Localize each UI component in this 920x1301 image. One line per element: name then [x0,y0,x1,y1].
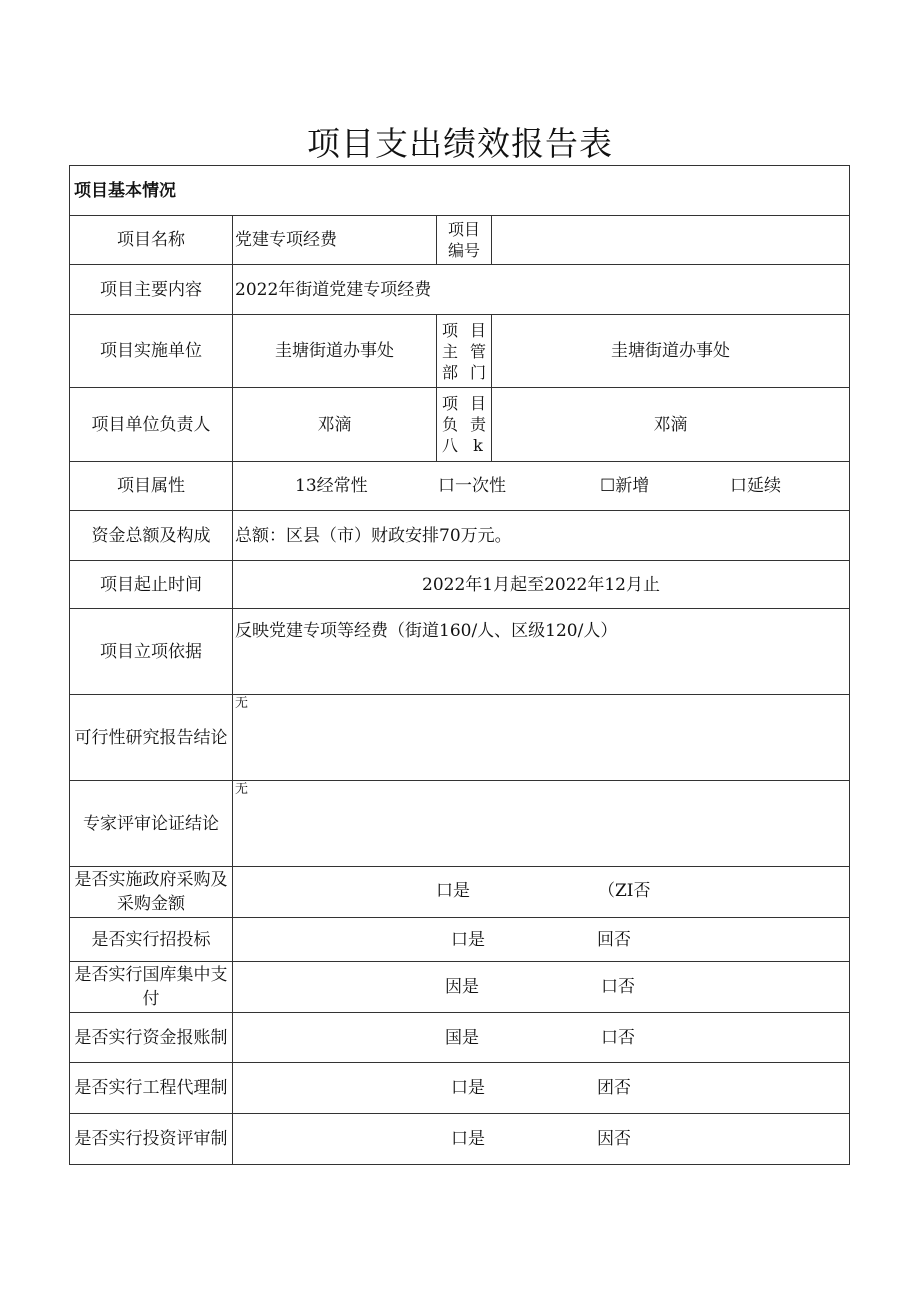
label-char: 负 [441,415,458,434]
option-yes[interactable]: 口是 [451,1078,485,1098]
project-leader-chars [442,393,486,456]
value-treasury-payment [233,962,850,1013]
value-project-name: 党建专项经费 [233,216,437,265]
label-char: 项 [441,320,458,340]
label-project-attr: 项目属性 [70,462,233,511]
option-no[interactable]: （ZI否 [598,881,651,901]
label-expert: 专家评审论证结论 [70,781,233,867]
attr-option-continued[interactable]: 口延续 [730,476,781,496]
label-project-code [437,216,492,265]
page-title: 项目支出绩效报告表 [307,124,613,163]
attr-option-recurring[interactable]: 13经常性 [295,476,368,496]
option-yes[interactable]: 口是 [451,929,485,950]
label-char: 项 [441,394,458,413]
label-char: 目 [470,394,487,413]
value-funds: 总额：区县（市）财政安排70万元。 [233,511,850,561]
label-char: 管 [470,341,487,361]
label-investment-review: 是否实行投资评审制 [70,1114,233,1165]
option-yes[interactable]: 因是 [445,977,479,997]
value-bidding [233,918,850,962]
yes-no-options [233,1114,849,1164]
value-expert: 无 [233,781,850,867]
option-yes[interactable]: 口是 [436,881,470,901]
row-reimbursement [70,1013,850,1063]
yes-no-options [233,1063,849,1113]
option-no[interactable]: 团否 [597,1078,631,1098]
option-yes[interactable]: 口是 [451,1129,485,1149]
yes-no-options [233,1013,849,1062]
label-implementing-unit: 项目实施单位 [70,315,233,388]
section-title: 项目基本情况 [70,166,850,216]
option-no[interactable]: 回否 [597,929,631,950]
value-unit-leader: 邓滴 [233,388,437,462]
label-supervising-dept [437,315,492,388]
row-feasibility [70,695,850,781]
row-investment-review [70,1114,850,1165]
yes-no-options [233,918,849,961]
row-project-content [70,265,850,315]
yes-no-options [233,867,849,917]
label-project-code-text: 项目编号 [447,220,480,260]
value-project-code [492,216,850,265]
value-investment-review [233,1114,850,1165]
attr-option-one-time[interactable]: 口一次性 [438,476,506,496]
option-no[interactable]: 口否 [601,1027,635,1048]
label-char: k [473,436,483,455]
report-form-table [69,165,850,1165]
row-engineering-agency [70,1063,850,1114]
row-period [70,561,850,609]
label-treasury-payment: 是否实行国库集中支付 [70,962,233,1013]
row-project-name [70,216,850,265]
label-char: 责 [470,415,487,434]
label-engineering-agency: 是否实行工程代理制 [70,1063,233,1114]
label-basis: 项目立项依据 [70,609,233,695]
label-reimbursement: 是否实行资金报账制 [70,1013,233,1063]
label-project-content: 项目主要内容 [70,265,233,315]
value-supervising-dept: 圭塘街道办事处 [492,315,850,388]
value-project-attr [233,462,850,511]
label-unit-leader: 项目单位负责人 [70,388,233,462]
row-implementing-unit [70,315,850,388]
value-gov-procurement [233,867,850,918]
row-expert [70,781,850,867]
label-feasibility: 可行性研究报告结论 [70,695,233,781]
option-no[interactable]: 口否 [601,977,635,997]
value-reimbursement [233,1013,850,1063]
row-treasury-payment [70,962,850,1013]
label-char: 目 [470,320,487,340]
label-char: 主 [441,341,458,361]
value-implementing-unit: 圭塘街道办事处 [233,315,437,388]
label-char: 部 [441,362,458,382]
option-no[interactable]: 因否 [597,1129,631,1149]
row-basis [70,609,850,695]
row-funds [70,511,850,561]
label-period: 项目起止时间 [70,561,233,609]
section-row [70,166,850,216]
label-gov-procurement: 是否实施政府采购及采购金额 [70,867,233,918]
value-project-leader: 邓滴 [492,388,850,462]
label-bidding: 是否实行招投标 [70,918,233,962]
label-funds: 资金总额及构成 [70,511,233,561]
value-basis: 反映党建专项等经费（街道160/人、区级120/人） [233,609,850,695]
value-feasibility: 无 [233,695,850,781]
label-project-leader [437,388,492,462]
value-project-content: 2022年街道党建专项经费 [233,265,850,315]
attr-option-new[interactable]: ☐新增 [600,476,650,496]
value-period: 2022年1月起至2022年12月止 [233,561,850,609]
row-bidding [70,918,850,962]
yes-no-options [233,962,849,1012]
value-engineering-agency [233,1063,850,1114]
row-unit-leader [70,388,850,462]
row-project-attr [70,462,850,511]
label-char: 八 [441,436,458,455]
label-char: 门 [470,362,487,382]
attr-options [233,462,849,510]
supervising-dept-chars [442,320,486,383]
row-gov-procurement [70,867,850,918]
option-yes[interactable]: 国是 [445,1027,479,1048]
label-project-name: 项目名称 [70,216,233,265]
